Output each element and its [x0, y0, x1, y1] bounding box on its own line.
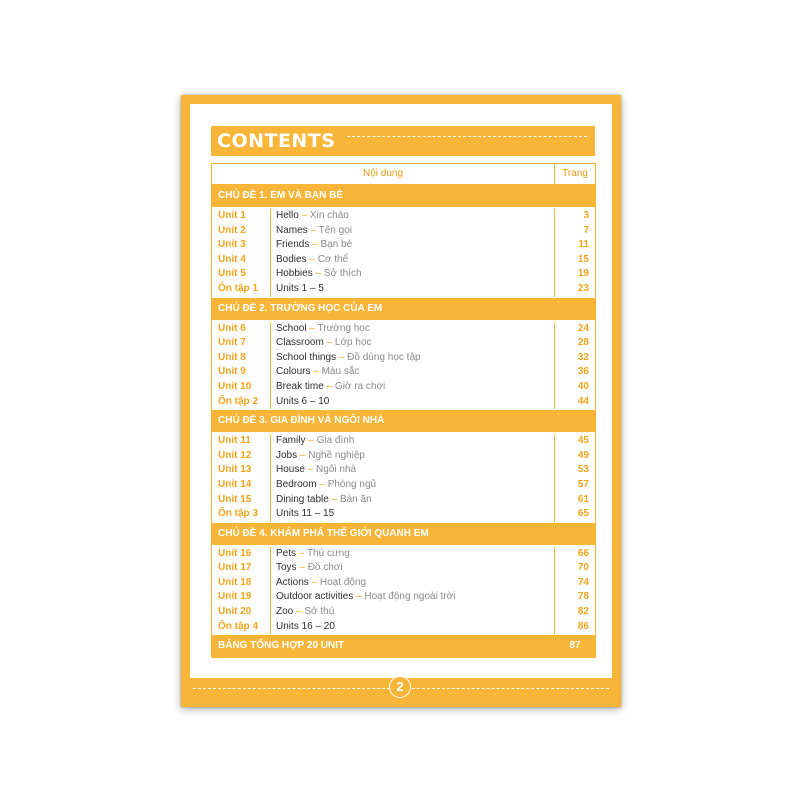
summary-page: 87 — [569, 640, 581, 652]
unit-title[interactable] — [271, 493, 554, 508]
page-number[interactable]: 40 — [577, 380, 589, 392]
unit-label[interactable]: Ôn tập 1 — [218, 282, 259, 294]
vietnamese-title: Sở thú — [304, 606, 335, 618]
unit-column — [212, 322, 271, 410]
page-number[interactable]: 3 — [583, 210, 589, 221]
table-body — [212, 185, 595, 635]
vietnamese-title: Sở thích — [323, 268, 362, 280]
banner-dashed-line — [347, 136, 587, 137]
unit-title[interactable] — [271, 449, 554, 464]
topic-units — [212, 320, 595, 411]
unit-title[interactable] — [271, 322, 554, 337]
title-separator: – — [305, 435, 317, 447]
title-column — [271, 209, 555, 297]
unit-title[interactable] — [271, 253, 554, 268]
topic-header[interactable] — [212, 185, 595, 207]
page-column — [555, 322, 595, 410]
unit-title[interactable] — [271, 351, 554, 366]
title-separator: – — [306, 253, 318, 265]
page-number[interactable]: 70 — [577, 562, 589, 574]
unit-title[interactable] — [271, 395, 554, 410]
page-column — [555, 434, 595, 522]
page-number[interactable]: 32 — [577, 351, 589, 363]
summary-label: BẢNG TỔNG HỢP 20 UNIT — [218, 640, 345, 652]
english-title: Zoo — [276, 606, 294, 618]
english-title: Bedroom — [276, 478, 317, 490]
vietnamese-title: Ngôi nhà — [316, 464, 357, 476]
vietnamese-title: Hoạt động — [319, 576, 367, 588]
unit-title[interactable] — [271, 561, 554, 576]
vietnamese-title: Màu sắc — [321, 366, 360, 378]
vietnamese-title: Giờ ra chơi — [334, 380, 386, 392]
unit-title[interactable] — [271, 605, 554, 620]
unit-label[interactable]: Unit 11 — [218, 435, 251, 447]
unit-title[interactable] — [271, 224, 554, 239]
title-separator: – — [323, 380, 335, 392]
header-page: Trang — [562, 168, 588, 179]
unit-label[interactable]: Unit 18 — [218, 576, 252, 588]
unit-title[interactable] — [271, 478, 554, 493]
english-title: Actions — [276, 576, 309, 588]
contents-banner — [211, 126, 595, 156]
english-title: Family — [276, 435, 306, 447]
page-column — [555, 209, 595, 297]
unit-label[interactable]: Unit 6 — [218, 322, 246, 334]
unit-label[interactable]: Unit 2 — [218, 224, 246, 236]
vietnamese-title: Trường học — [317, 322, 370, 334]
unit-title[interactable] — [271, 365, 554, 380]
title-column — [271, 322, 555, 410]
english-title: Break time — [276, 380, 324, 392]
unit-label[interactable]: Unit 5 — [218, 268, 246, 280]
title-separator: – — [309, 239, 321, 251]
page-number[interactable]: 49 — [577, 449, 589, 461]
page-number[interactable]: 7 — [583, 224, 589, 236]
title-separator: – — [308, 576, 320, 588]
topic-header[interactable] — [212, 410, 595, 432]
title-column — [271, 434, 555, 522]
title-separator: – — [306, 322, 318, 334]
title-separator: – — [312, 268, 324, 280]
page-number[interactable]: 45 — [577, 435, 589, 447]
page-number[interactable]: 23 — [577, 282, 589, 294]
page-number[interactable]: 57 — [577, 478, 589, 490]
unit-label[interactable]: Unit 7 — [218, 337, 246, 349]
vietnamese-title: Tên gọi — [318, 224, 352, 236]
vietnamese-title: Bạn bè — [320, 239, 353, 251]
title-separator: – — [316, 478, 328, 490]
english-title: Outdoor activities — [276, 591, 354, 603]
title-separator: – — [297, 449, 309, 461]
title-separator: – — [298, 210, 310, 221]
contents-table — [211, 163, 596, 658]
english-title: Hobbies — [276, 268, 313, 280]
title-separator: – — [296, 562, 308, 574]
book-page — [181, 95, 621, 707]
unit-title[interactable] — [271, 380, 554, 395]
english-title: Dining table — [276, 493, 329, 505]
page-number[interactable]: 28 — [577, 337, 589, 349]
topic-units — [212, 545, 595, 636]
unit-title[interactable] — [271, 209, 554, 224]
summary-row[interactable] — [212, 635, 595, 657]
unit-column — [212, 547, 271, 635]
title-separator: – — [296, 547, 307, 559]
unit-label[interactable]: Unit 19 — [218, 591, 252, 603]
unit-label[interactable]: Unit 1 — [218, 210, 246, 221]
vietnamese-title: Lớp học — [334, 337, 372, 349]
unit-column — [212, 434, 271, 522]
unit-label[interactable]: Ôn tập 3 — [218, 508, 259, 520]
unit-title[interactable] — [271, 576, 554, 591]
english-title: Units 16 – 20 — [276, 620, 335, 632]
unit-label[interactable]: Unit 16 — [218, 547, 252, 559]
page-number[interactable]: 36 — [577, 366, 589, 378]
unit-title[interactable] — [271, 336, 554, 351]
title-separator: – — [304, 464, 317, 476]
page-number[interactable]: 44 — [577, 395, 589, 407]
topic-label: CHỦ ĐỀ 4. KHÁM PHÁ THẾ GIỚI QUANH EM — [218, 527, 429, 539]
unit-title[interactable] — [271, 590, 554, 605]
page-number[interactable]: 11 — [578, 239, 589, 251]
unit-title[interactable] — [271, 507, 554, 522]
topic-label: CHỦ ĐỀ 1. EM VÀ BẠN BÈ — [218, 190, 344, 201]
vietnamese-title: Đồ chơi — [307, 562, 343, 574]
english-title: Jobs — [276, 449, 298, 461]
page-number[interactable]: 15 — [577, 253, 589, 265]
english-title: Classroom — [276, 337, 324, 349]
unit-title[interactable] — [271, 547, 554, 562]
english-title: Colours — [276, 366, 311, 378]
page-number-badge: 2 — [389, 676, 411, 698]
unit-label[interactable]: Unit 10 — [218, 380, 252, 392]
english-title: Units 1 – 5 — [276, 282, 324, 294]
unit-label[interactable]: Ôn tập 4 — [218, 620, 259, 632]
page-inner — [190, 104, 612, 678]
topic-units — [212, 207, 595, 298]
page-title: CONTENTS — [217, 130, 336, 152]
english-title: Names — [276, 224, 308, 236]
title-separator: – — [307, 224, 319, 236]
vietnamese-title: Xin chào — [309, 210, 349, 221]
topic-label: CHỦ ĐỀ 3. GIA ĐÌNH VÀ NGÔI NHÀ — [218, 415, 385, 427]
unit-label[interactable]: Unit 13 — [218, 464, 252, 476]
unit-title[interactable] — [271, 434, 554, 449]
title-separator: – — [336, 351, 348, 363]
topic-units — [212, 432, 595, 523]
unit-title[interactable] — [271, 282, 554, 297]
page-number[interactable]: 61 — [577, 493, 589, 505]
page-number[interactable]: 53 — [577, 464, 589, 476]
page-number[interactable]: 82 — [577, 606, 589, 618]
unit-column — [212, 209, 271, 297]
vietnamese-title: Cơ thể — [317, 253, 349, 265]
unit-label[interactable]: Unit 4 — [218, 253, 246, 265]
english-title: Hello — [276, 210, 299, 221]
vietnamese-title: Gia đình — [316, 435, 355, 447]
page-number[interactable]: 74 — [577, 576, 589, 588]
unit-label[interactable]: Unit 14 — [218, 478, 252, 490]
vietnamese-title: Hoạt động ngoài trời — [364, 591, 456, 603]
english-title: Toys — [276, 562, 297, 574]
page-number[interactable]: 86 — [577, 620, 589, 632]
vietnamese-title: Đồ dùng học tập — [347, 351, 421, 363]
unit-label[interactable]: Unit 3 — [218, 239, 246, 251]
topic-label: CHỦ ĐỀ 2. TRƯỜNG HỌC CỦA EM — [218, 302, 383, 314]
english-title: Pets — [276, 547, 297, 559]
vietnamese-title: Bàn ăn — [339, 493, 372, 505]
unit-label[interactable]: Unit 15 — [218, 493, 252, 505]
topic-header[interactable] — [212, 523, 595, 545]
english-title: School things — [276, 351, 337, 363]
english-title: Bodies — [276, 253, 307, 265]
title-separator: – — [353, 591, 365, 603]
vietnamese-title: Nghề nghiệp — [308, 449, 365, 461]
unit-title[interactable] — [271, 238, 554, 253]
unit-title[interactable] — [271, 463, 554, 478]
unit-label[interactable]: Unit 20 — [218, 606, 252, 618]
unit-label[interactable]: Unit 8 — [218, 351, 246, 363]
page-number[interactable]: 78 — [577, 591, 589, 603]
unit-label[interactable]: Ôn tập 2 — [218, 395, 259, 407]
title-separator: – — [328, 493, 340, 505]
vietnamese-title: Thú cưng — [306, 547, 350, 559]
header-content: Nội dung — [212, 164, 555, 184]
page-column — [555, 547, 595, 635]
page-number[interactable]: 24 — [577, 322, 589, 334]
unit-label[interactable]: Unit 9 — [218, 366, 246, 378]
title-separator: – — [293, 606, 305, 618]
unit-label[interactable]: Unit 12 — [218, 449, 252, 461]
unit-title[interactable] — [271, 267, 554, 282]
english-title: Units 6 – 10 — [276, 395, 330, 407]
english-title: Friends — [276, 239, 310, 251]
unit-label[interactable]: Unit 17 — [218, 562, 252, 574]
english-title: House — [276, 464, 305, 476]
english-title: Units 11 – 15 — [276, 508, 335, 520]
page-number[interactable]: 19 — [577, 268, 589, 280]
english-title: School — [276, 322, 307, 334]
title-column — [271, 547, 555, 635]
title-separator: – — [323, 337, 335, 349]
vietnamese-title: Phòng ngủ — [327, 478, 377, 490]
topic-header[interactable] — [212, 298, 595, 320]
page-number[interactable]: 65 — [577, 508, 589, 520]
page-number[interactable]: 66 — [577, 547, 589, 559]
table-header — [212, 164, 595, 185]
unit-title[interactable] — [271, 620, 554, 635]
title-separator: – — [310, 366, 322, 378]
